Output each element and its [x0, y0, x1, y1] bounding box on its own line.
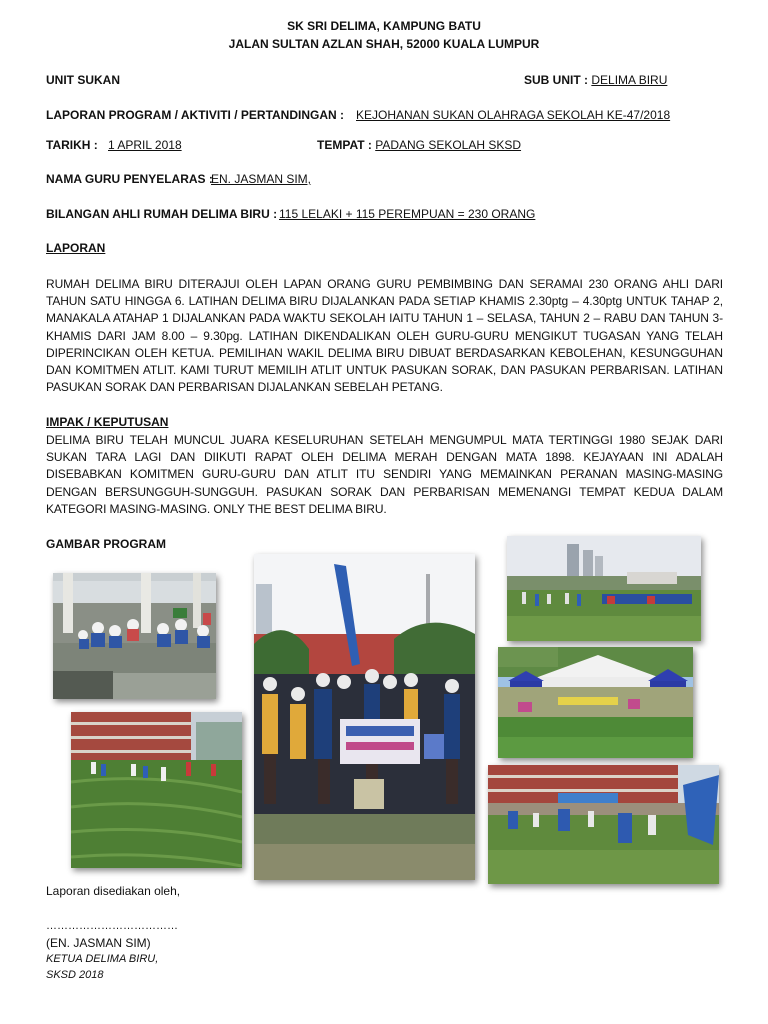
place-label: TEMPAT : [317, 138, 376, 152]
program-value: KEJOHANAN SUKAN OLAHRAGA SEKOLAH KE-47/2018 [356, 108, 671, 122]
signer-org: SKSD 2018 [46, 969, 104, 981]
date-label: TARIKH : [46, 138, 98, 152]
prepared-by: Laporan disediakan oleh, [46, 884, 181, 898]
photo-field-parade [507, 536, 701, 641]
photo-track-race [71, 712, 242, 868]
photo-flag-team [488, 765, 719, 884]
date-value: 1 APRIL 2018 [108, 138, 182, 152]
members-label: BILANGAN AHLI RUMAH DELIMA BIRU : [46, 207, 278, 221]
school-address: JALAN SULTAN AZLAN SHAH, 52000 KUALA LUMPUR [228, 37, 540, 51]
sub-unit-value: DELIMA BIRU [591, 73, 668, 87]
photo-team-group [254, 554, 475, 880]
sub-unit [524, 73, 667, 87]
coordinator-value: EN. JASMAN SIM, [211, 172, 312, 186]
place-value: PADANG SEKOLAH SKSD [375, 138, 522, 152]
sub-unit-label: SUB UNIT : [524, 73, 592, 87]
signer-role: KETUA DELIMA BIRU, [46, 953, 159, 965]
report-heading: LAPORAN [46, 241, 106, 255]
unit-label: UNIT SUKAN [46, 73, 120, 87]
signature-dots: ……………………………… [46, 920, 178, 932]
members-value: 115 LELAKI + 115 PEREMPUAN = 230 ORANG [279, 207, 536, 221]
report-body: RUMAH DELIMA BIRU DITERAJUI OLEH LAPAN ORANG GURU PEMBIMBING DAN SERAMAI 230 ORANG AHLI DARI TAHUN SATU HINGGA 6. LATIHAN DELIMA BIRU DIJALANKAN PADA SETIAP KHAMIS 2.30ptg – 4.30ptg UNTUK TAHAP 2, MANAKALA ATAHAP 1 DIJALANKAN PADA WAKTU SEKOLAH IAITU TAHUN 1 – SELASA, TAHUN 2 – RABU DAN TAHUN 3- KHAMIS DARI JAM 8.00 – 9.30pg. LATIHAN DIKENDALIKAN OLEH GURU-GURU MENGIKUT TUGASAN YANG TELAH DIPERINCIKAN OLEH KETUA. PEMILIHAN WAKIL DELIMA BIRU DIBUAT BERDASARKAN KEBOLEHAN, KESUNGGUHAN DAN KOMITMEN ATLIT. KAMI TURUT MEMILIH ATLIT UNTUK PASUKAN SORAK, DAN PASUKAN PERBARISAN. LATIHAN PASUKAN SORAK DAN PERBARISAN DIJALANKAN SEBELAH PETANG. [46, 277, 723, 395]
signer-name: (EN. JASMAN SIM) [46, 936, 151, 950]
impact-heading: IMPAK / KEPUTUSAN [46, 415, 169, 429]
program-label: LAPORAN PROGRAM / AKTIVITI / PERTANDINGAN : [46, 108, 344, 122]
coordinator-label: NAMA GURU PENYELARAS : [46, 172, 213, 186]
gallery-heading: GAMBAR PROGRAM [46, 537, 166, 551]
photo-tents [498, 647, 693, 758]
place [317, 138, 521, 152]
impact-body: DELIMA BIRU TELAH MUNCUL JUARA KESELURUHAN SETELAH MENGUMPUL MATA TERTINGGI 1980 SEJAK DARI SUKAN TARA LAGI DAN DIIKUTI RAPAT OLEH DELIMA MERAH DENGAN MATA 1898. KEJAYAAN INI ADALAH DISEBABKAN KOMITMEN GURU-GURU DAN ATLIT ITU SENDIRI YANG MEMAINKAN PERANAN MASING-MASING DENGAN BERSUNGGUH-SUNGGUH. PASUKAN SORAK DAN PERBARISAN MEMENANGI TEMPAT KEDUA DALAM KATEGORI MASING-MASING. ONLY THE BEST DELIMA BIRU. [46, 433, 723, 516]
school-name: SK SRI DELIMA, KAMPUNG BATU [287, 19, 481, 33]
photo-students-seated [53, 573, 216, 699]
